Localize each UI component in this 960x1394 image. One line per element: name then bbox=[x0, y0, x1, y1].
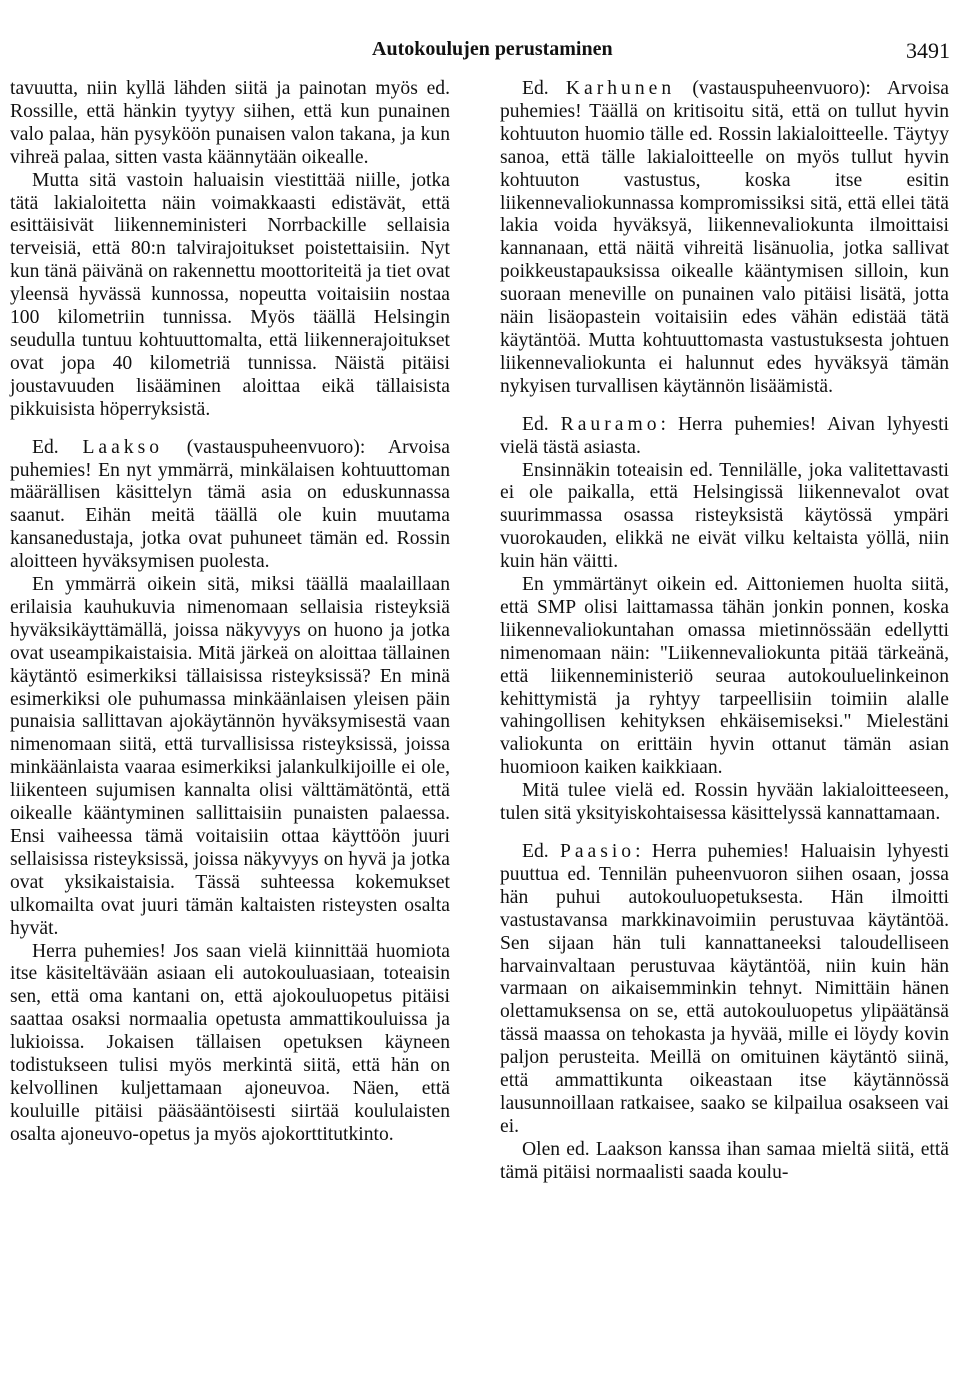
speech-paragraph bbox=[500, 414, 949, 460]
speaker-name: Karhunen bbox=[565, 78, 676, 99]
page-header bbox=[0, 38, 960, 68]
paragraph: En ymmärtänyt oikein ed. Aittoniemen huolta siitä, että SMP olisi laittamassa tähän jonkin ponnen, koska liikennevaliokuntahan omassa mietinnössään edellytti nimenomaan näin: "Liikennevaliokunta pitää tärkeänä, että liikenneministeriö seuraa autokouluelinkeinon kehittymistä ja ryhtyy tarpeellisiin toimiin alalle vahingollisen kehityksen ehkäisemiseksi." Mielestäni valiokunta on erittäin hyvin ottanut tämän asian huomioon kaiken kaikkiaan. bbox=[500, 574, 949, 779]
speech-text: (vastauspuheenvuoro): Arvoisa puhemies! Täällä on kritisoitu sitä, että on tullut hyvin kohtuuton huomio tälle ed. Rossin lakialoitteelle. Täytyy sanoa, että tälle lakialoitteelle on myös tullut hyvin kohtuuton vastustus, koska itse esitin liikennevaliokunnassa kompromissiksi sitä, että ellei tätä lakia voida hyväksyä, liikennevaliokunta ilmoittaisi kannanaan, että näitä vihreitä lisänuolia, jotka sallivat poikkeustapauksissa oikealle kääntymisen silloin, kun suoraan meneville on punainen valo pitäisi lisätä, jotta näin lisäopastein voitaisiin edes vähän edistää tätä käytäntöä. Mutta kohtuuttomasta vastustuksesta johtuen liikennevaliokunta ei halunnut edes hyväksyä tämän nykyisen turvallisen käytännön lisäämistä. bbox=[500, 78, 950, 397]
paragraph: Mitä tulee vielä ed. Rossin hyvään lakialoitteeseen, tulen sitä yksityiskohtaisessa käsittelyssä kannattamaan. bbox=[500, 780, 949, 825]
speech-prefix: Ed. bbox=[522, 413, 561, 435]
speech-text: : Herra puhemies! Haluaisin lyhyesti puuttua ed. Tennilän puheenvuoron siihen osaan, jossa hän puhui autokouluopetuksesta. Hän ilmoitti vastustavansa markkinavoimiin perustuvaa käytäntöä. Sen sijaan hän tuli kannattaneeksi taloudelliseen harvainvaltaan perustuvaa käytäntöä, niin kuin hän varmaan on aikaisemminkin tehnyt. Nimittäin hänen olettamuksensa on se, että autokouluopetus ylipäätänsä tässä maassa on tehokasta ja hyvää, mille ei löydy kovin paljon perusteita. Meillä on omituinen käytäntö siinä, että ammattikunta oikeastaan itse käytännössä lausunnoillaan ratkaisee, saako se kilpailua osakseen vai ei. bbox=[500, 841, 950, 1137]
speech-prefix: Ed. bbox=[522, 78, 566, 99]
speech-paragraph bbox=[10, 437, 450, 574]
left-column bbox=[10, 78, 450, 1147]
speech-paragraph bbox=[500, 841, 949, 1139]
speaker-name: Laakso bbox=[82, 436, 164, 458]
speech-prefix: Ed. bbox=[522, 841, 560, 862]
page-number: 3491 bbox=[906, 38, 950, 63]
right-column bbox=[500, 78, 949, 1185]
paragraph: En ymmärrä oikein sitä, miksi täällä maalaillaan erilaisia kauhukuvia nimenomaan sellaisia risteyksiä hyväksikäyttämällä, joissa näkyvyys on huono ja jotka ovat useampikaistaisia. Mitä järkeä on aloittaa tällainen käytäntö esimerkiksi tällaisissa risteyksissä? En minä esimerkiksi ole puhumassa minkäänlaisen yleisen päin punaisia sallittavan ajokäytännön hyväksymisestä vaan nimenomaan siitä, että turvallisissa risteyksissä, joissa minkäänlaista vaaraa esimerkiksi jalankulkijoille ei ole, liikenteen sujumisen kannalta olisi välttämätöntä, että oikealle kääntyminen sallittaisiin punaisten palaessa. Ensi vaiheessa tämä voitaisiin ottaa käyttöön juuri sellaisissa risteyksissä, joissa näkyvyys on hyvä ja jotka ovat yksikaistaisia. Tässä suhteessa kokemukset ulkomailta ovat juuri tämän kaltaisten risteysten osalta hyvät. bbox=[10, 574, 450, 939]
speech-text: (vastauspuheenvuoro): Arvoisa puhemies! En nyt ymmärrä, minkälaisen kohtuuttoman määrällisen käsittelyn tämä asia on eduskunnassa saanut. Eihän meitä täällä ole kuin muutama kansanedustaja, jotka ovat puhuneet tämän ed. Rossin aloitteen hyväksymisen puolesta. bbox=[10, 436, 450, 573]
speech-paragraph bbox=[500, 78, 949, 399]
paragraph: Ensinnäkin toteaisin ed. Tennilälle, joka valitettavasti ei ole paikalla, että Helsingissä liikennevalot ovat suurimmassa osassa risteyksistä käytössä ympäri vuorokauden, elikkä ne eivät vilku keltaista yöllä, niin kuin hän väitti. bbox=[500, 459, 949, 573]
running-title: Autokoulujen perustaminen bbox=[372, 38, 613, 60]
speaker-name: Paasio bbox=[559, 841, 636, 862]
paragraph: tavuutta, niin kyllä lähden siitä ja painotan myös ed. Rossille, että hänkin tyytyy siihen, että kun punainen valo palaa, hän pysyköön punaisen valon takana, ja kun vihreä palaa, sitten vasta käännytään oikealle. bbox=[10, 78, 450, 168]
speech-text: : Herra puhemies! Aivan lyhyesti vielä tästä asiasta. bbox=[500, 413, 949, 458]
speaker-name: Rauramo bbox=[560, 413, 661, 435]
paragraph: Olen ed. Laakson kanssa ihan samaa mieltä siitä, että tämä pitäisi normaalisti saada koulu- bbox=[500, 1138, 949, 1183]
paragraph: Herra puhemies! Jos saan vielä kiinnittää huomiota itse käsiteltävään asiaan eli autokouluasiaan, toteaisin sen, että oma kantani on, että ajokouluopetus pitäisi saattaa osaksi normaalia opetusta ammattikouluissa ja lukioissa. Jokaisen tällaisen opetuksen käyneen todistukseen tulisi myös merkintä siitä, että hän on kelvollinen kuljettamaan ajoneuvoa. Näen, että kouluille pitäisi pääsääntöisesti siirtää koululaisten osalta ajoneuvo-opetus ja myös ajokorttitutkinto. bbox=[10, 940, 450, 1145]
paragraph: Mutta sitä vastoin haluaisin viestittää niille, jotka tätä lakialoitetta näin voimakkaasti edistävät, että esittäisivät liikenneministeri Norrbackille sellaisia terveisiä, että 80:n talvirajoitukset poistettaisiin. Nyt kun tänä päivänä on rakennettu moottoriteitä ja tiet ovat yleensä hyvässä kunnossa, nopeutta voitaisiin nostaa 100 kilometriin tunnissa. Myös täällä Helsingin seudulla tuntuu kohtuuttomalta, että liikennerajoitukset ovat jopa 40 kilometriä tunnissa. Näistä pitäisi joustavuuden lisääminen aloittaa eikä tällaisista pikkuisista höperryksistä. bbox=[10, 169, 450, 420]
speech-prefix: Ed. bbox=[32, 436, 83, 458]
